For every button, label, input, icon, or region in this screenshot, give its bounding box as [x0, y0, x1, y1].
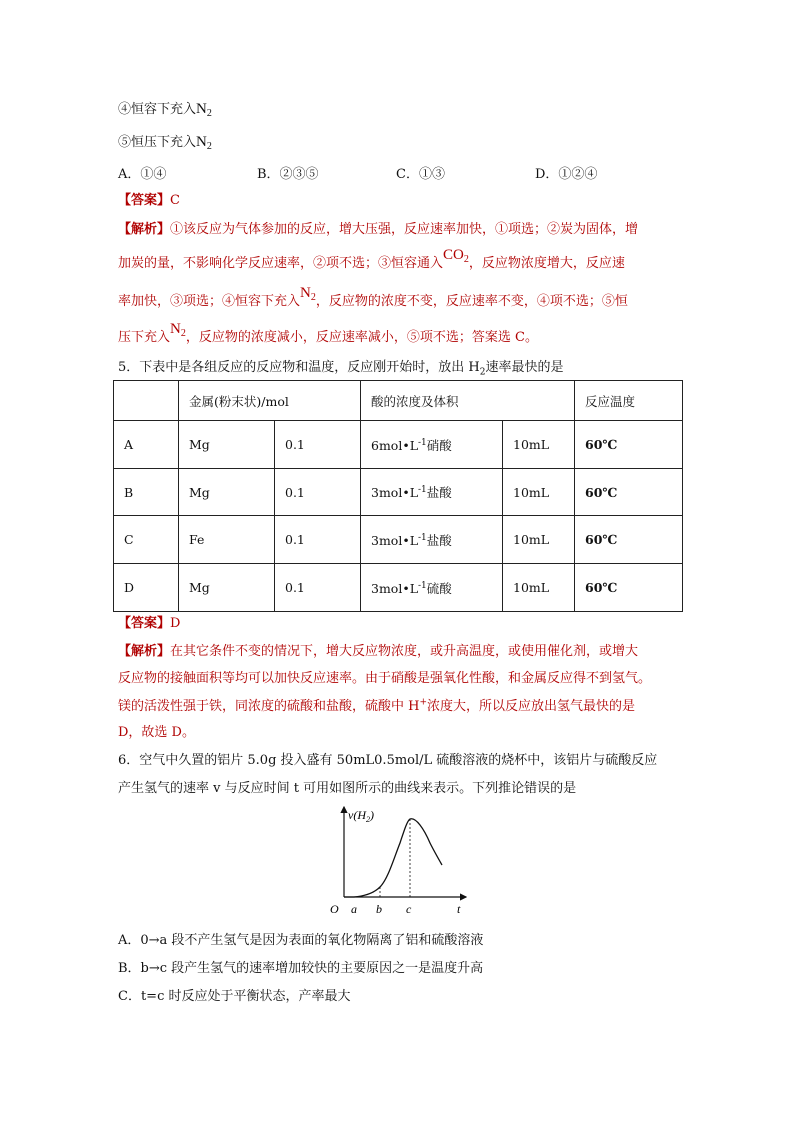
- q4-answer: 【答案】C: [118, 193, 180, 208]
- q4-option-a: A．①④: [118, 167, 167, 182]
- table-row: D Mg 0.1 $3mol•L^{-1}$硫酸 10mL 60℃: [114, 564, 683, 612]
- header-cell: [114, 381, 179, 421]
- table-row: A Mg 0.1 $6mol•L^{-1}$硝酸 10mL 60℃: [114, 421, 683, 469]
- co2-formula: $CO_2$: [443, 247, 469, 265]
- origin-label: O: [330, 902, 339, 916]
- tick-c: c: [406, 902, 412, 916]
- header-cell: 反应温度: [575, 381, 683, 421]
- q4-option-c: C．①③: [396, 167, 445, 182]
- q5-answer: 【答案】D: [118, 616, 181, 631]
- header-cell: 金属(粉末状)/mol: [179, 381, 361, 421]
- n2-formula: $N_2$: [196, 101, 212, 119]
- n2-formula: $N_2$: [196, 134, 212, 152]
- q5-stem: 5．下表中是各组反应的反应物和温度，反应刚开始时，放出 $H_2$速率最快的是: [118, 360, 564, 378]
- tick-b: b: [376, 902, 382, 916]
- table-row: C Fe 0.1 $3mol•L^{-1}$盐酸 10mL 60℃: [114, 516, 683, 564]
- n2-formula: $N_2$: [300, 285, 316, 303]
- table-row: B Mg 0.1 $3mol•L^{-1}$盐酸 10mL 60℃: [114, 469, 683, 516]
- n2-formula: $N_2$: [170, 321, 186, 339]
- reaction-table: [113, 380, 683, 612]
- header-cell: 酸的浓度及体积: [361, 381, 575, 421]
- rate-curve: [344, 819, 442, 897]
- rate-time-graph: [326, 803, 476, 919]
- table-header-row: [114, 381, 683, 421]
- q4-item-4: ④恒容下充入$N_2$: [118, 101, 212, 119]
- tick-a: a: [351, 902, 357, 916]
- q6-option-a: A．0→a 段不产生氢气是因为表面的氧化物隔离了铝和硫酸溶液: [118, 933, 484, 948]
- y-axis-label: $v(H_2)$: [348, 808, 374, 824]
- x-axis-label: t: [457, 902, 461, 916]
- q4-item-5: ⑤恒压下充入$N_2$: [118, 134, 212, 152]
- q4-option-b: B．②③⑤: [257, 167, 319, 182]
- q4-option-d: D．①②④: [535, 167, 598, 182]
- q6-stem-line-1: 6．空气中久置的铝片 5.0g 投入盛有 50mL0.5mol/L 硫酸溶液的烧杯中，该铝片与硫酸反应: [118, 753, 658, 768]
- q6-option-b: B．b→c 段产生氢气的速率增加较快的主要原因之一是温度升高: [118, 961, 484, 976]
- q6-option-c: C．t=c 时反应处于平衡状态，产率最大: [118, 989, 351, 1004]
- q6-stem-line-2: 产生氢气的速率 v 与反应时间 t 可用如图所示的曲线来表示。下列推论错误的是: [118, 781, 577, 796]
